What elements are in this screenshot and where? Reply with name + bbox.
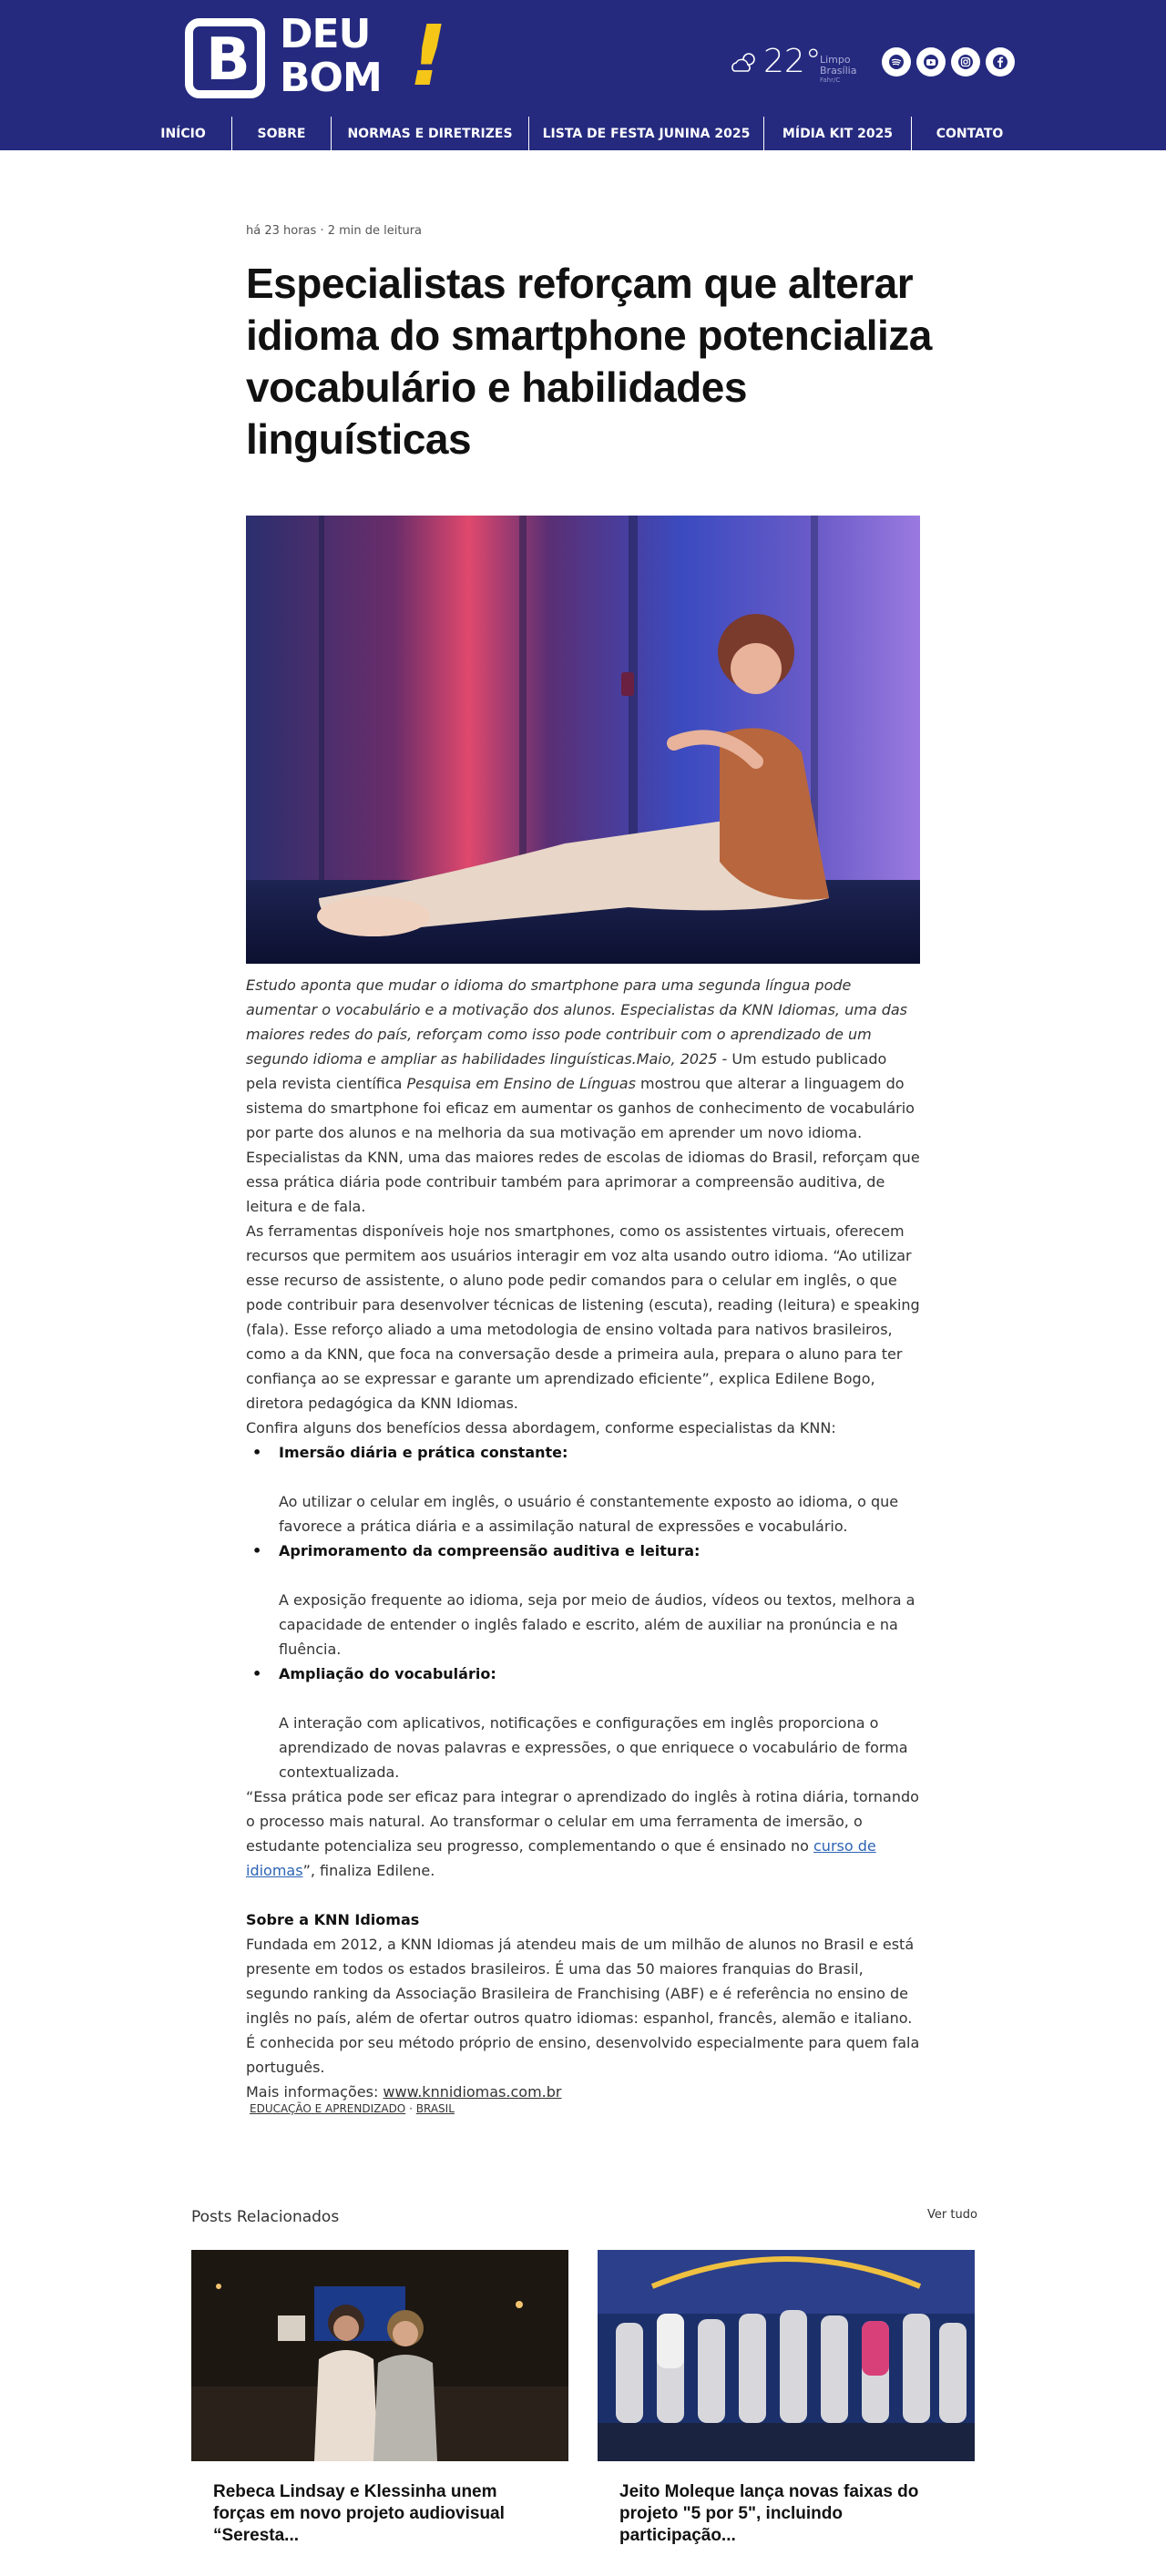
tag-brasil[interactable]: BRASIL (415, 2102, 455, 2115)
list-item (252, 1661, 920, 1784)
weather-details (820, 55, 884, 85)
benefit-description: A exposição frequente ao idioma, seja por meio de áudios, vídeos ou textos, melhora a capacidade de entender o inglês falado e escrito, além de auxiliar na pronúncia e na fluência. (279, 1591, 915, 1658)
post-time: há 23 horas (246, 224, 317, 238)
spotify-icon[interactable] (882, 47, 911, 77)
more-info: Mais informações: www.knnidiomas.com.br (246, 2083, 562, 2101)
tag-separator: · (409, 2102, 413, 2115)
photo-band-on-stage (598, 2250, 975, 2461)
nav-inicio[interactable]: INÍCIO (135, 117, 232, 150)
related-post-title[interactable]: Jeito Moleque lança novas faixas do projeto "5 por 5", incluindo participação... (619, 2482, 919, 2545)
logo-line-1: DEU (280, 11, 371, 57)
partly-cloudy-icon (729, 51, 760, 75)
related-posts-heading: Posts Relacionados (191, 2208, 340, 2226)
hero-photo-woman-with-phone (246, 516, 920, 964)
logo-line-2: BOM (280, 55, 382, 101)
bullet: • (252, 1542, 262, 1559)
closing-quote: “Essa prática pode ser eficaz para integrar o aprendizado do inglês à rotina diária, tornando o processo mais natural. Ao transformar o celular em uma ferramenta de imersão, o estudante potencializa seu progresso, complementando o que é ensinado no curso de idiomas”, finaliza Edilene. (246, 1788, 919, 1879)
bullet: • (252, 1665, 262, 1682)
benefit-description: Ao utilizar o celular em inglês, o usuário é constantemente exposto ao idioma, o que favorece a prática diária e a assimilação natural de expressões e vocabulário. (279, 1493, 899, 1535)
related-post-card[interactable] (191, 2250, 568, 2576)
photo-two-singers (191, 2250, 568, 2461)
related-post-image[interactable] (598, 2250, 975, 2461)
about-text: Fundada em 2012, a KNN Idiomas já atendeu mais de um milhão de alunos no Brasil e está presente em todos os estados brasileiros. É uma das 50 maiores franquias do Brasil, segundo ranking da Associação Brasileira de Franchising (ABF) e é referência no ensino de inglês no país, além de ofertar outros quatro idiomas: espanhol, francês, alemão e italiano. É conhecida por seu método próprio de ensino, desenvolvido especialmente para quem fala português. (246, 1936, 920, 2076)
weather-unit-toggle[interactable]: Fahr/C (820, 77, 841, 84)
post-meta (246, 224, 422, 238)
facebook-icon[interactable] (986, 47, 1015, 77)
logo-exclamation: ! (409, 7, 447, 105)
course-link[interactable]: curso de idiomas (246, 1837, 876, 1879)
article-body (246, 973, 920, 2104)
instagram-icon[interactable] (951, 47, 980, 77)
see-all-link[interactable]: Ver tudo (927, 2208, 977, 2222)
weather-temperature: 22° (763, 43, 822, 80)
nav-contato[interactable]: CONTATO (936, 126, 1004, 141)
related-post-title[interactable]: Rebeca Lindsay e Klessinha unem forças em novo projeto audiovisual “Seresta... (213, 2482, 505, 2545)
benefits-list (246, 1440, 920, 1784)
article-paragraph-2: As ferramentas disponíveis hoje nos smartphones, como os assistentes virtuais, oferecem recursos que permitem aos usuários interagir em voz alta usando outro idioma. “Ao utilizar esse recurso de assistente, o aluno pode pedir comandos para o celular em inglês, o que pode contribuir para desenvolver técnicas de listening (escuta), reading (leitura) e speaking (fala). Esse reforço aliado a uma metodologia de ensino voltada para nativos brasileiros, como a da KNN, que foca na conversação desde a primeira aula, prepara o aluno para ter confiança ao se expressar e garante um aprendizado eficiente”, explica Edilene Bogo, diretora pedagógica da KNN Idiomas. (246, 1222, 920, 1412)
article-paragraph-3: Confira alguns dos benefícios dessa abordagem, conforme especialistas da KNN: (246, 1419, 836, 1436)
article-intro: Estudo aponta que mudar o idioma do smartphone para uma segunda língua pode aumentar o vocabulário e a motivação dos alunos. Especialistas da KNN Idiomas, uma das maiores redes do país, reforçam como isso pode contribuir com o aprendizado de um segundo idioma e ampliar as habilidades linguísticas.Maio, 2025 - Um estudo publicado pela revista científica Pesquisa em Ensino de Línguas mostrou que alterar a linguagem do sistema do smartphone foi eficaz em aumentar os ganhos de conhecimento de vocabulário por parte dos alunos e na melhoria da sua motivação em aprender um novo idioma. Especialistas da KNN, uma das maiores redes de escolas de idiomas do Brasil, reforçam que essa prática diária pode contribuir também para aprimorar a compreensão auditiva, de leitura e de fala. (246, 976, 920, 1215)
article-title: Especialistas reforçam que alterar idioma do smartphone potencializa vocabulário e habilidades linguísticas (246, 260, 932, 463)
nav-sobre[interactable]: SOBRE (232, 117, 332, 150)
related-post-card[interactable] (598, 2250, 975, 2576)
knn-website-link[interactable]: www.knnidiomas.com.br (383, 2083, 562, 2101)
site-logo[interactable] (185, 7, 447, 105)
logo-wordmark (280, 13, 382, 100)
meta-separator: · (320, 224, 324, 238)
social-links (882, 47, 1015, 78)
weather-condition: Limpo (820, 54, 851, 66)
hero-image (246, 516, 920, 964)
logo-b-letter: B (206, 26, 251, 94)
post-tags (250, 2102, 455, 2115)
benefit-heading: Aprimoramento da compreensão auditiva e leitura: (279, 1542, 701, 1559)
read-time: 2 min de leitura (327, 224, 423, 238)
benefit-description: A interação com aplicativos, notificações e configurações em inglês proporciona o aprendizado de novas palavras e expressões, o que enriquece o vocabulário de forma contextualizada. (279, 1714, 908, 1781)
main-navigation (135, 117, 1028, 150)
benefit-heading: Imersão diária e prática constante: (279, 1444, 568, 1461)
tag-educacao[interactable]: EDUCAÇÃO E APRENDIZADO (250, 2102, 406, 2115)
journal-name: Pesquisa em Ensino de Línguas (406, 1075, 636, 1092)
about-heading: Sobre a KNN Idiomas (246, 1911, 420, 1928)
list-item (252, 1538, 920, 1661)
benefit-heading: Ampliação do vocabulário: (279, 1665, 496, 1682)
list-item (252, 1440, 920, 1538)
nav-midia-kit[interactable]: MÍDIA KIT 2025 (764, 117, 912, 150)
nav-festa-junina[interactable]: LISTA DE FESTA JUNINA 2025 (529, 117, 764, 150)
article-lead: Estudo aponta que mudar o idioma do smartphone para uma segunda língua pode aumentar o vocabulário e a motivação dos alunos. Especialistas da KNN Idiomas, uma das maiores redes do país, reforçam como isso pode contribuir com o aprendizado de um segundo idioma e ampliar as habilidades linguísticas.Maio, 2025 (246, 976, 907, 1068)
weather-city: Brasília (820, 65, 857, 77)
youtube-icon[interactable] (916, 47, 946, 77)
related-post-image[interactable] (191, 2250, 568, 2461)
logo-speech-box (185, 18, 265, 98)
nav-normas[interactable]: NORMAS E DIRETRIZES (332, 117, 529, 150)
site-header (0, 0, 1166, 150)
bullet: • (252, 1444, 262, 1461)
